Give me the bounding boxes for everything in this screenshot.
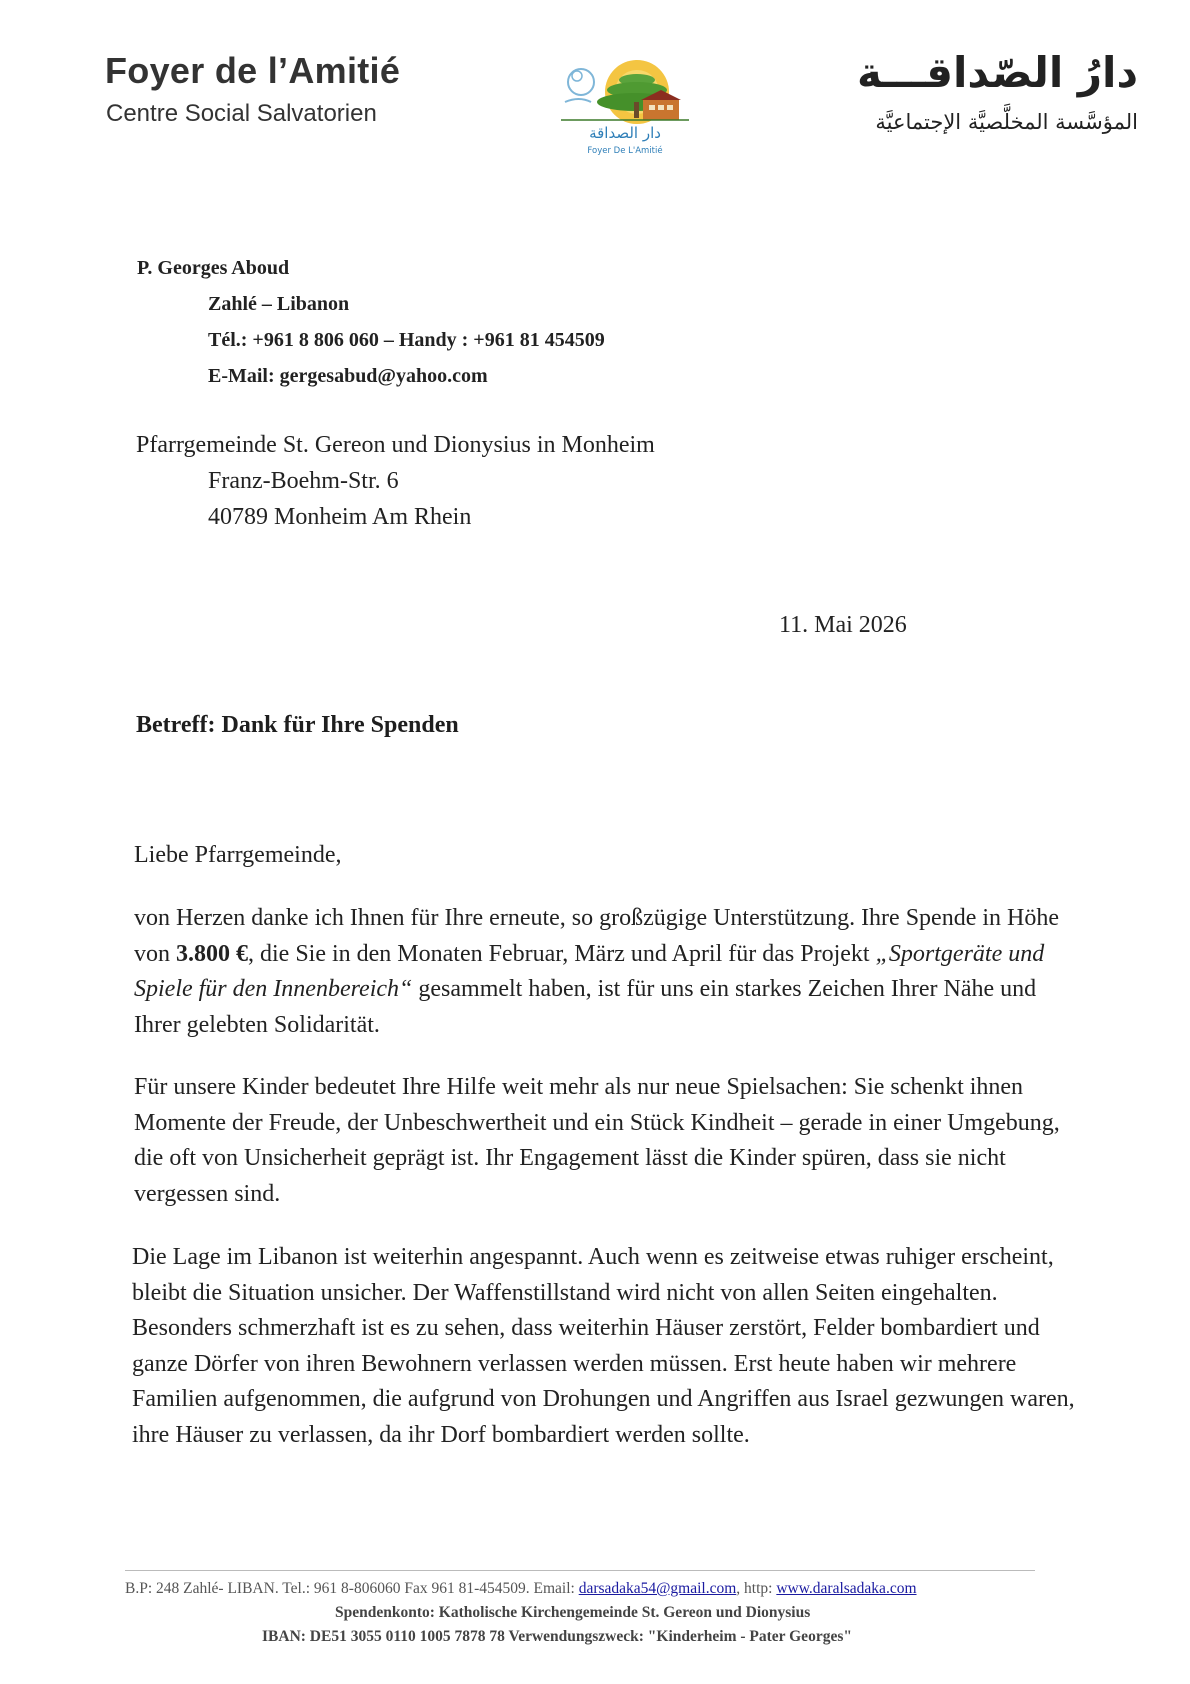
sender-phone: Tél.: +961 8 806 060 – Handy : +961 81 454509 [208,329,605,351]
salutation: Liebe Pfarrgemeinde, [134,842,342,868]
paragraph-1 [134,901,1082,1043]
footer-email-link[interactable]: darsadaka54@gmail.com [578,1580,737,1597]
footer-divider [125,1570,1035,1571]
footer-separator: , http: [736,1580,777,1597]
footer-iban-text: IBAN: DE51 3055 0110 1005 7878 78 Verwendungszweck: "Kinderheim - Pater Georges" [262,1628,852,1645]
footer-bank-account-text: Spendenkonto: Katholische Kirchengemeinde St. Gereon und Dionysius [335,1604,811,1621]
paragraph-2: Für unsere Kinder bedeutet Ihre Hilfe weit mehr als nur neue Spielsachen: Sie schenkt ihnen Momente der Freude, der Unbeschwertheit und ein Stück Kindheit – gerade in einer Umgebung, die oft von Unsicherheit geprägt ist. Ihr Engagement lässt die Kinder spüren, dass sie nicht vergessen sind. [134,1074,1060,1207]
footer-website-link[interactable]: www.daralsadaka.com [776,1580,917,1597]
arabic-organization-name: دارُ الصّداقـــة [857,48,1138,97]
footer-contact-text: B.P: 248 Zahlé- LIBAN. Tel.: 961 8-806060 Fax 961 81-454509. Email: [125,1580,579,1597]
logo-arabic-text: دار الصداقة [589,124,661,142]
letter-date: 11. Mai 2026 [779,612,907,638]
footer-contact [125,1580,917,1598]
foyer-logo [555,52,695,157]
sender-name: P. Georges Aboud [137,257,290,279]
arabic-organization-subtitle: المؤسَّسة المخلَّصيَّة الإجتماعيَّة [875,110,1138,134]
organization-subtitle: Centre Social Salvatorien [106,100,377,127]
project-name: „Sportgeräte und Spiele für den Innenbereich“ [134,940,1045,1003]
recipient-city: 40789 Monheim Am Rhein [208,504,472,530]
sender-email: E-Mail: gergesabud@yahoo.com [208,365,488,387]
sender-city: Zahlé – Libanon [208,293,350,315]
paragraph-1-part-1: von Herzen danke ich Ihnen für Ihre erneute, so großzügige Unterstützung. Ihre Spende in Höhe von [134,905,1060,967]
footer-iban [262,1628,852,1646]
paragraph-3: Die Lage im Libanon ist weiterhin angespannt. Auch wenn es zeitweise etwas ruhiger erscheint, bleibt die Situation unsicher. Der Waffenstillstand wird nicht von allen Seiten eingehalten. Besonders schmerzhaft ist es zu sehen, dass weiterhin Häuser zerstört, Felder bombardiert und ganze Dörfer von ihren Bewohnern verlassen werden müssen. Erst heute haben wir mehrere Familien aufgenommen, die aufgrund von Drohungen und Angriffen aus Israel gezwungen waren, ihre Häuser zu verlassen, da ihr Dorf bombardiert werden sollte. [132,1244,1075,1448]
organization-name: Foyer de l’Amitié [105,50,401,91]
footer-bank-account [335,1604,810,1622]
recipient-line-1: Pfarrgemeinde St. Gereon und Dionysius in Monheim [136,432,655,458]
logo-latin-text: Foyer De L'Amitié [587,146,663,156]
paragraph-1-part-2: , die Sie in den Monaten Februar, März und April für das Projekt [248,940,876,967]
donation-amount: 3.800 € [176,940,248,967]
recipient-street: Franz-Boehm-Str. 6 [208,468,399,494]
paragraph-1-part-3: gesammelt haben, ist für uns ein starkes Zeichen Ihrer Nähe und Ihrer gelebten Solidarität. [134,976,1037,1038]
subject-line: Betreff: Dank für Ihre Spenden [136,712,459,738]
